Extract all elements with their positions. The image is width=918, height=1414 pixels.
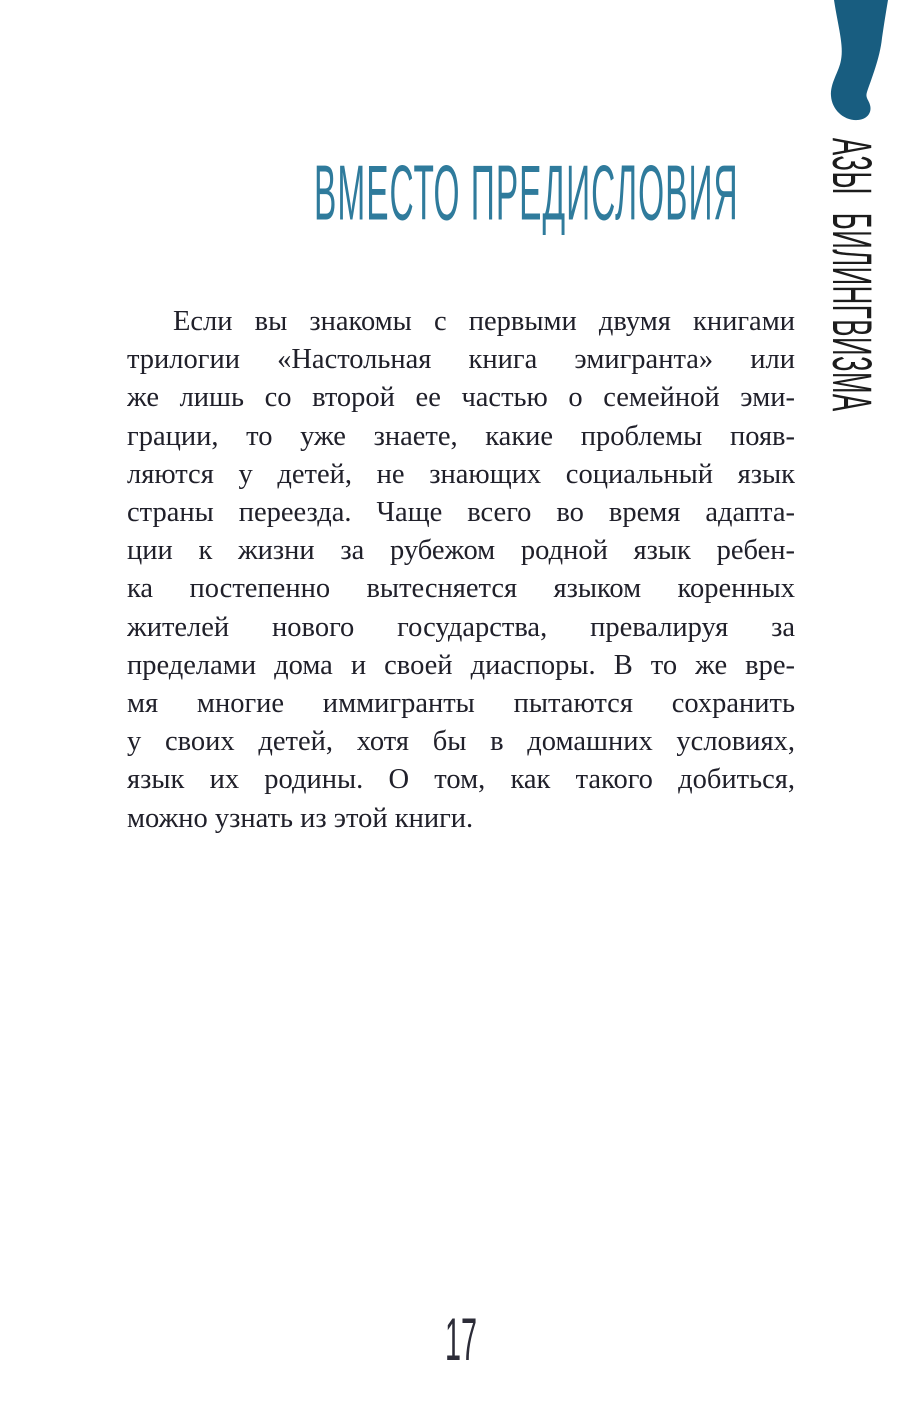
- body-text-line: жителей нового государства, превалируя за: [127, 611, 795, 643]
- body-text-line: ляются у детей, не знающих социальный язык: [127, 458, 795, 490]
- chapter-title: ВМЕСТО ПРЕДИСЛОВИЯ: [314, 149, 739, 237]
- body-text-line: мя многие иммигранты пытаются сохранить: [127, 688, 795, 720]
- body-text-line: страны переезда. Чаще всего во время адапта-: [127, 497, 795, 529]
- body-text-line: ка постепенно вытесняется языком коренных: [127, 573, 795, 605]
- body-text-line: грации, то уже знаете, какие проблемы появ-: [127, 420, 795, 452]
- sidebar-vertical-title: АЗЫ БИЛИНГВИЗМА: [821, 138, 884, 412]
- body-text-line: можно узнать из этой книги.: [127, 802, 474, 834]
- body-text-line: ции к жизни за рубежом родной язык ребен-: [127, 535, 795, 567]
- body-text-line: у своих детей, хотя бы в домашних условиях,: [127, 726, 795, 758]
- body-text-line: язык их родины. О том, как такого добиться,: [127, 764, 795, 796]
- brush-stroke-blob-icon: [826, 0, 896, 125]
- body-text-line: трилогии «Настольная книга эмигранта» или: [127, 344, 795, 376]
- body-text-line: Если вы знакомы с первыми двумя книгами: [173, 306, 795, 337]
- page-number: 17: [444, 1306, 478, 1373]
- body-paragraph: [127, 303, 795, 838]
- body-text-line: пределами дома и своей диаспоры. В то же вре-: [127, 649, 795, 681]
- brush-stroke-blob-shape: [831, 0, 888, 120]
- body-text-line: же лишь со второй ее частью о семейной эми-: [127, 382, 795, 414]
